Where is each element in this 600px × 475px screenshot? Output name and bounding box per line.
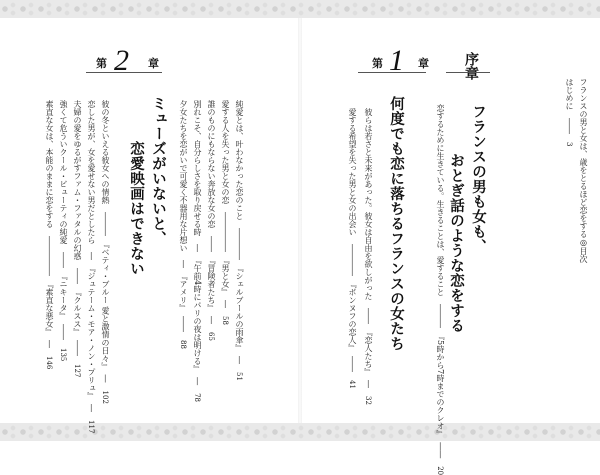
entry-page: 32 <box>364 396 372 405</box>
entry-text: 夕女たちを恋がいで可愛く不器用な片想い <box>179 100 188 252</box>
toc-entry-ch2-5[interactable] <box>177 100 189 349</box>
chapter1-underline <box>358 72 426 73</box>
entry-text: 恋するために生きている。生きることは、愛すること <box>436 104 445 296</box>
toc-entry-ch2-3[interactable] <box>205 100 217 341</box>
leader-line: ――― <box>101 204 110 244</box>
entry-text: 別れこそ、自分らしさを取り戻せる時 <box>193 100 202 236</box>
toc-intro[interactable] <box>563 78 575 146</box>
toc-intro-label: はじめに <box>565 78 574 110</box>
leader-line: ―― <box>59 316 68 348</box>
leader-line: ―― <box>348 348 357 380</box>
leader-line: ――――― <box>221 204 230 260</box>
entry-page: 41 <box>348 380 356 389</box>
chapter1-title: 何度でも恋に落ちるフランスの女たち <box>388 96 405 351</box>
entry-film: 『ベティ・ブルー 愛と激情の日々』 <box>101 244 110 367</box>
leader-line: ― <box>193 369 202 394</box>
leader-line: ――――― <box>45 228 54 284</box>
toc-intro-page: 3 <box>565 142 573 147</box>
toc-entry-ch2-6[interactable] <box>99 100 111 404</box>
entry-page: 51 <box>235 372 243 381</box>
leader-line: ―――― <box>235 220 244 268</box>
entry-film: 『午前4時にパリの夜は明ける』 <box>193 260 202 370</box>
toc-entry-ch2-10[interactable] <box>43 100 55 369</box>
entry-text: 強くて危ういクール・ビューティの純愛 <box>59 100 68 244</box>
leader-line: ― <box>364 372 373 396</box>
leader-line: ― <box>235 348 244 372</box>
entry-page: 117 <box>87 420 95 434</box>
leader-line: ―――― <box>348 236 357 284</box>
toc-entry-ch2-4[interactable] <box>191 100 203 402</box>
entry-text: 愛する希望を失った男と女の出会い <box>348 108 357 236</box>
entry-page: 127 <box>73 364 81 378</box>
leader-line: ― <box>87 396 96 420</box>
leader-line: ― <box>179 252 188 276</box>
entry-film: 『ボンヌフの恋人』 <box>348 284 357 348</box>
leader-line: ―― <box>59 244 68 276</box>
entry-page: 146 <box>45 356 53 370</box>
entry-text: 純愛とは、叶わなかった恋のこと <box>235 100 244 220</box>
entry-film: 『クルスス』 <box>73 292 82 332</box>
leader-line: ―― <box>436 434 445 467</box>
toc-entry-ch2-8[interactable] <box>71 100 83 377</box>
entry-film: 『5時から7時までのクレオ』 <box>436 336 445 435</box>
leader-line: ― <box>221 292 230 316</box>
leader-line: ― <box>193 236 202 260</box>
prologue-title-b: おとぎ話のような恋をする <box>448 153 465 333</box>
leader-line: ―― <box>364 300 373 332</box>
entry-film: 『素直な悪女』 <box>45 284 54 332</box>
leader-line: ―― <box>179 308 188 340</box>
book-title-contents: フランスの男と女は、歳をとるほど恋をする◎目次 <box>579 78 588 263</box>
leader-line: ――― <box>436 296 445 336</box>
leader-line: ―― <box>207 228 216 260</box>
chapter2-underline <box>86 72 162 73</box>
entry-text: 誰のものにもならない奔放な女の恋 <box>207 100 216 228</box>
entry-page: 102 <box>101 390 109 404</box>
toc-entry-ch2-7[interactable] <box>85 100 97 433</box>
leader-line: ― <box>87 244 96 268</box>
entry-text: 素直な女は、本能のままに恋をする <box>45 100 54 228</box>
entry-film: 『ジュテーム・モア・ノン・プリュ』 <box>87 268 96 396</box>
entry-film: 『ニキータ』 <box>59 276 68 316</box>
entry-film: 『男と女』 <box>221 260 230 292</box>
toc-entry-ch2-2[interactable] <box>219 100 231 325</box>
top-ornament-border <box>0 0 600 18</box>
entry-page: 88 <box>179 340 187 349</box>
toc-entry-ch1-2[interactable] <box>346 108 358 389</box>
chapter1-label-dai: 第 <box>372 57 383 70</box>
entry-film: 『シェルブールの雨傘』 <box>235 268 244 348</box>
toc-entry-ch2-1[interactable] <box>233 100 245 381</box>
leader-line: ―― <box>73 260 82 292</box>
leader-line: ―― <box>565 110 574 142</box>
entry-text: 彼の冬といえる彼女への情熱 <box>101 100 110 204</box>
entry-film: 『冒険者たち』 <box>207 260 216 308</box>
chapter2-label-sho: 章 <box>148 57 159 70</box>
chapter1-label-sho: 章 <box>418 57 429 70</box>
entry-text: 彼らは若さと未来があった。彼女は自由を欲しがった <box>364 108 373 300</box>
book-spine <box>298 18 302 423</box>
leader-line: ― <box>207 308 216 332</box>
toc-entry-ch2-9[interactable] <box>57 100 69 361</box>
prologue-label: 序章 <box>463 52 479 80</box>
prologue-title-a: フランスの男も女も、 <box>470 104 487 254</box>
entry-text: 恋した男が、女を愛せない男だとしたら <box>87 100 96 244</box>
leader-line: ― <box>45 332 54 356</box>
entry-page: 78 <box>193 393 201 403</box>
toc-entry-prologue-1[interactable] <box>434 104 446 475</box>
chapter2-title-b: 恋愛映画はできない <box>128 141 145 276</box>
chapter1-number: 1 <box>389 44 404 77</box>
entry-page: 65 <box>207 332 215 341</box>
leader-line: ― <box>101 366 110 391</box>
leader-line: ―― <box>73 332 82 364</box>
chapter2-label-dai: 第 <box>96 57 107 70</box>
toc-entry-ch1-1[interactable] <box>362 108 374 405</box>
prologue-label-underline <box>446 72 490 73</box>
entry-page: 58 <box>221 316 229 325</box>
entry-film: 『アメリ』 <box>179 276 188 308</box>
entry-page: 135 <box>59 348 67 362</box>
entry-film: 『恋人たち』 <box>364 332 373 372</box>
chapter2-number: 2 <box>114 44 129 77</box>
chapter2-title-a: ミューズがいないと、 <box>150 96 167 246</box>
entry-text: 愛する人を失った男と女の恋 <box>221 100 230 204</box>
entry-text: 夫婦の愛をゆるがすファム・ファタルの幻惑 <box>73 100 82 260</box>
entry-page: 20 <box>436 466 444 475</box>
